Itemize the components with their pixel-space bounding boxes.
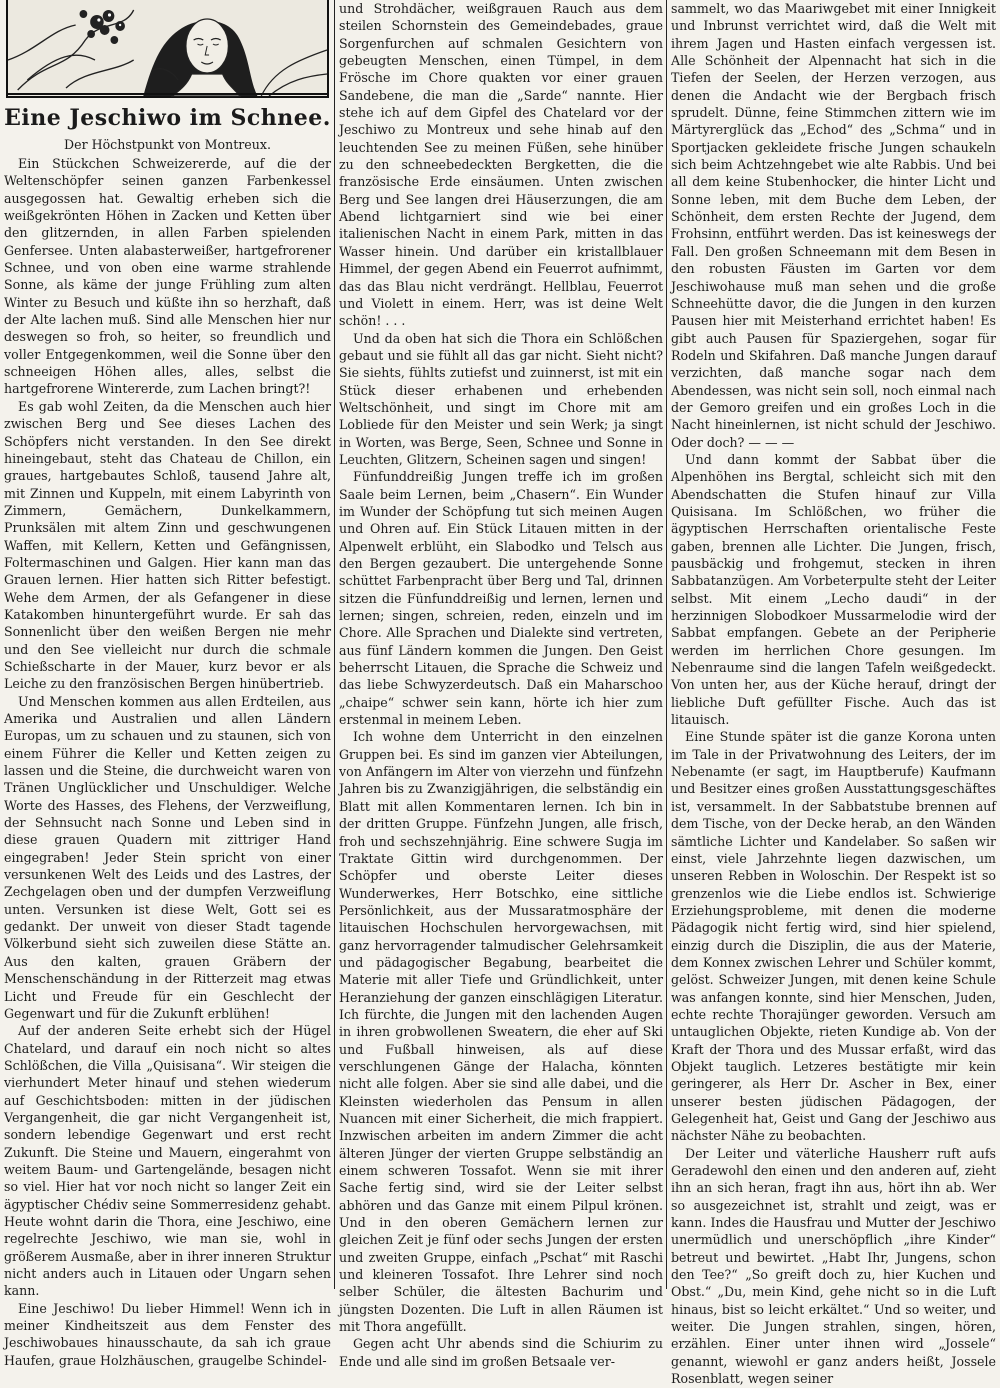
paragraph: Es gab wohl Zeiten, da die Menschen auch hier zwischen Berg und See dieses Lachen des Schöpfers nicht verstanden. In den See direkt hineingebaut, steht das Chateau de Chillon, ein graues, hartgebautes Schloß, tausend Jahre alt, mit Zinnen und Kuppeln, mit einem Labyrinth von Zimmern, Gemächern, Dunkelkammern, Prunksälen mit altem Zinn und geschwungenen Waffen, mit Kellern, Ketten und Gefängnissen, Foltermaschinen und Galgen. Hier kann man das Grauen lernen. Hier hatten sich Ritter befestigt. Wehe dem Armen, der als Gefangener in diese Katakomben hinuntergeführt wurde. Er sah das Sonnenlicht über den weißen Bergen nie mehr und den See vielleicht nur durch die schmale Schießscharte in der Mauer, kurz bevor er als Leiche zu den französischen Bergen hinübertrieb. [4, 398, 331, 692]
paragraph: Eine Stunde später ist die ganze Korona unten im Tale in der Privatwohnung des Leiters, der im Nebenamte (er sagt, im Hauptberufe) Kaufmann und Besitzer eines großen Ausstattungsgeschäftes ist, versammelt. In der Sabbatstube brennen auf dem Tische, von der Decke herab, an den Wänden sämtliche Lichter und Kandelaber. So saßen wir einst, viele Jahrzehnte liegen dazwischen, um unseren Rebben in Woloschin. Der Respekt ist so grenzenlos wie die Liebe endlos ist. Schwierige Erziehungsprobleme, mit denen die moderne Pädagogik nicht fertig wird, sind hier spielend, einzig durch die Disziplin, die aus der Materie, dem Konnex zwischen Lehrer und Schüler kommt, gelöst. Schweizer Jungen, mit denen keine Schule was anfangen konnte, sind hier Menschen, Juden, echte rechte Thorajünger geworden. Versuch am untauglichen Objekte, rieten Kundige ab. Von der Kraft der Thora und des Mussar erfaßt, wird das Objekt tauglich. Letzeres bestätigte mir kein geringerer, als Herr Dr. Ascher in Bex, einer unserer besten jüdischen Pädagogen, der Gelegenheit hat, Geist und Gang der Jeschiwo aus nächster Nähe zu beobachten. [671, 729, 996, 1144]
column-3 [667, 0, 1000, 1387]
paragraph: Und Menschen kommen aus allen Erdteilen, aus Amerika und Australien und allen Ländern Europas, um zu schauen und zu staunen, sich von einem Führer die Keller und Ketten zeigen zu lassen und die Steine, die durchweicht waren von Tränen Unglücklicher und Unschuldiger. Welche Worte des Hasses, des Flehens, der Verzweiflung, der Sehnsucht nach Sonne und Leben sind in diese grauen Quadern mit zittriger Hand eingegraben! Jeder Stein spricht von einer versunkenen Welt des Leids und des Lastres, der Zechgelagen oben und der dumpfen Verzweiflung unten. Versunken ist diese Welt, Gott sei es gedankt. Der unweit von dieser Stadt tagende Völkerbund sieht sich zuweilen diese Stätte an. Aus den kalten, grauen Gräbern der Menschenschändung in der Ritterzeit mag etwas Licht und Freude für ein Geschlecht der Gegenwart und für die Zukunft erblühen! [4, 693, 331, 1021]
header-illustration [6, 0, 329, 98]
article-subtitle: Der Höchstpunkt von Montreux. [64, 137, 271, 152]
paragraph: Und da oben hat sich die Thora ein Schlößchen gebaut und sie fühlt all das gar nicht. Sieht nicht? Sie siehts, fühlts zutiefst und zuinnerst, ist mit ein Stück dieser erhabenen und erhebenden Weltschönheit, und singt im Chore mit am Lobliede für den Meister und sein Werk; ja singt in Worten, was Berge, Seen, Schnee und Sonne in Leuchten, Glitzern, Scheinen sagen und singen! [339, 330, 663, 467]
paragraph: und Strohdächer, weißgrauen Rauch aus dem steilen Schornstein des Gemeindebades, graue Sorgenfurchen auf schmalen Gesichtern von gebeugten Menschen, einen Tümpel, in dem Frösche im Chore quakten vor einer grauen Sandebene, die man die „Sarde“ nannte. Hier stehe ich auf dem Gipfel des Chatelard vor der Jeschiwo zu Montreux und sehe hinab auf den leuchtenden See zu meinen Füßen, sehe hinüber zu den schneebedeckten Bergketten, die die französische Erde einsäumen. Unten zwischen Berg und See langen drei Häuserzungen, die am Abend lichtgarniert sind wie bei einer italienischen Nacht in einem Park, mitten in das Wasser hinein. Und darüber ein kristallblauer Himmel, der gegen Abend ein Feuerrot aufnimmt, das das Blau nicht verdrängt. Hellblau, Feuerrot und Violett in einem. Herr, was ist deine Welt schön! . . . [339, 1, 663, 329]
paragraph: sammelt, wo das Maariwgebet mit einer Innigkeit und Inbrunst verrichtet wird, daß die Welt mit ihrem Jagen und Hasten einfach vergessen ist. Alle Schönheit der Alpennacht hat sich in die Tiefen der Seelen, der Herzen verzogen, aus denen die Andacht wie der Bergbach frisch sprudelt. Dünne, feine Stimmchen zittern wie im Märtyrerglück das „Echod“ des „Schma“ und in Sportjacken gekleidete frische Jungen schaukeln sich beim Achtzehngebet wie alte Rabbis. Und bei all dem keine Stubenhocker, die hinter Licht und Sonne leben, mit dem Buche dem Leben, der Schönheit, dem ersten Rechte der Jugend, dem Frohsinn, entführt werden. Das ist keineswegs der Fall. Den großen Schneemann mit dem Besen in den robusten Fäusten im Garten vor dem Jeschiwohause muß man sehen und die große Schneehütte davor, die die Jungen in den kurzen Pausen hier mit Meisterhand errichtet haben! Es gibt auch Pausen für Spaziergehen, sogar für Rodeln und Skifahren. Daß manche Jungen darauf verzichten, daß manche sogar nach dem Abendessen, was nicht sein soll, noch einmal nach der Gemoro greifen und ein großes Loch in die Nacht hineinlernen, ist nicht schuld der Jeschiwo. Oder doch? — — — [671, 1, 996, 450]
paragraph: Gegen acht Uhr abends sind die Schiurim zu Ende und alle sind im großen Betsaale ver- [339, 1336, 663, 1369]
paragraph: Und dann kommt der Sabbat über die Alpenhöhen ins Bergtal, schleicht sich mit den Abendschatten die Stufen hinauf zur Villa Quisisana. Im Schlößchen, wo früher die ägyptischen Herrschaften orientalische Feste gaben, brennen alle Lichter. Die Jungen, frisch, pausbäckig und frohgemut, stecken in ihren Sabbatanzügen. Am Vorbeterpulte steht der Leiter selbst. Mit einem „Lecho daudi“ in der herzinnigen Slobodkoer Mussarmelodie wird der Sabbat empfangen. Gebete an der Peripherie werden im herrlichen Chore gesungen. Im Nebenraume sind die langen Tafeln weißgedeckt. Von unten her, aus der Küche herauf, dringt der liebliche Duft gefüllter Fische. Auch das ist litauisch. [671, 451, 996, 728]
article-title: Eine Jeschiwo im Schnee. [4, 105, 331, 131]
paragraph: Eine Jeschiwo! Du lieber Himmel! Wenn ich in meiner Kindheitszeit aus dem Fenster des Jeschiwobaues hinausschaute, da sah ich graue Haufen, graue Holzhäuschen, graugelbe Schindel- [4, 1300, 331, 1368]
paragraph: Ich wohne dem Unterricht in den einzelnen Gruppen bei. Es sind im ganzen vier Abteilungen, von Anfängern im Alter von vierzehn und fünfzehn Jahren bis zu Zwanzigjährigen, die selbständig ein Blatt mit allen Kommentaren lernen. Ich bin in der dritten Gruppe. Fünfzehn Jungen, alle frisch, froh und sechszehnjährig. Eine schwere Sugja im Traktate Gittin wird durchgenommen. Der Schöpfer und oberste Leiter dieses Wunderwerkes, Herr Botschko, eine sittliche Persönlichkeit, aus der Mussaratmosphäre der litauischen Hochschulen hervorgewachsen, mit ganz hervorragender talmudischer Gelehrsamkeit und pädagogischer Begabung, bearbeitet die Materie mit aller Tiefe und Gründlichkeit, unter Heranziehung der ganzen einschlägigen Literatur. Ich fürchte, die Jungen mit den lachenden Augen in ihren grobwollenen Sweatern, die eher auf Ski und Fußball hinweisen, als auf diese verschlungenen Gänge der Halacha, könnten nicht alle folgen. Aber sie sind alle dabei, und die Kleinsten wiederholen das Pensum in allen Nuancen mit einer Sicherheit, die mich frappiert. Inzwischen arbeiten im andern Zimmer die acht älteren Jünger der vierten Gruppe selbständig an einem schweren Tossafot. Wenn sie mit ihrer Sache fertig sind, wird sie der Leiter selbst abhören und das Ganze mit einem Pilpul krönen. Und in den oberen Gemächern lernen zur gleichen Zeit je fünf oder sechs Jungen der ersten und zweiten Gruppe, einfach „Pschat“ mit Raschi und kleineren Tossafot. Ihre Lehrer sind noch selber Schüler, die ältesten Bachurim und jüngsten Dozenten. Die Luft in allen Räumen ist mit Thora angefüllt. [339, 729, 663, 1335]
column-1 [0, 0, 335, 1368]
paragraph: Der Leiter und väterliche Hausherr ruft aufs Geradewohl den einen und den anderen auf, zieht ihn an sich heran, fragt ihn aus, hört ihn ab. Wer so ausgezeichnet ist, strahlt und zeigt, was er kann. Indes die Hausfrau und Mutter der Jeschiwo unermüdlich und unerschöpflich „ihre Kinder“ betreut und bewirtet. „Habt Ihr, Jungens, schon den Tee?“ „So greift doch zu, hier Kuchen und Obst.“ „Du, mein Kind, gehe nicht so in die Luft hinaus, bist so leicht erkältet.“ Und so weiter, und weiter. Die Jungen strahlen, singen, hören, erzählen. Einer unter ihnen wird „Jossele“ genannt, wiewohl er ganz anders heißt, Jossele Rosenblatt, wegen seiner [671, 1145, 996, 1387]
paragraph: Auf der anderen Seite erhebt sich der Hügel Chatelard, und darauf ein noch nicht so altes Schlößchen, die Villa „Quisisana“. Wir steigen die vierhundert Meter hinauf und stehen wiederum auf Geschichtsboden: mitten in der jüdischen Vergangenheit, die gar nicht Vergangenheit ist, sondern lebendige Gegenwart und erst recht Zukunft. Die Steine und Mauern, eingerahmt von weitem Baum- und Gartengelände, besagen nicht so viel. Hier hat vor noch nicht so langer Zeit ein ägyptischer Chédiv seine Sommerresidenz gehabt. Heute wohnt darin die Thora, eine Jeschiwo, eine regelrechte Jeschiwo, wie man sie, wohl in größerem Ausmaße, aber in ihrer inneren Struktur nicht anders auch in Litauen oder Ungarn sehen kann. [4, 1023, 331, 1299]
paragraph: Fünfunddreißig Jungen treffe ich im großen Saale beim Lernen, beim „Chasern“. Ein Wunder im Wunder der Schöpfung tut sich meinen Augen und Ohren auf. Ein Stück Litauen mitten in der Alpenwelt erblüht, ein Slabodko und Telsch aus den Bergen gezaubert. Die untergehende Sonne schüttet Farbenpracht über Berg und Tal, drinnen sitzen die Fünfunddreißig und lernen, lernen und lernen; singen, schreien, reden, einzeln und im Chore. Alle Sprachen und Dialekte sind vertreten, aus fünf Ländern kommen die Jungen. Den Geist beherrscht Litauen, die Sprache die Schweiz und das liebe Schwyzerdeutsch. Daß ein Maharschoo „chaipe“ schwer sein kann, hörte ich hier zum erstenmal in meinem Leben. [339, 469, 663, 728]
paragraph: Ein Stückchen Schweizererde, auf die der Weltenschöpfer seinen ganzen Farbenkessel ausgegossen hat. Gewaltig erheben sich die weißgekrönten Höhen in Zacken und Ketten über den glitzernden, in allen Farben spielenden Genfersee. Unten alabasterweißer, hartgefrorener Schnee, und von oben eine warme strahlende Sonne, als käme der junge Frühling zum alten Winter zu Besuch und küßte ihn so herzhaft, daß der Alte lachen muß. Sind alle Menschen hier nur deswegen so froh, so heiter, so freundlich und voller Entgegenkommen, weil die Sonne über den schneeigen Höhen alles, alles, selbst die hartgefrorene Wintererde, zum Lachen bringt?! [4, 156, 331, 397]
column-2 [335, 0, 667, 1369]
woman-with-flowers-illustration [8, 0, 327, 96]
